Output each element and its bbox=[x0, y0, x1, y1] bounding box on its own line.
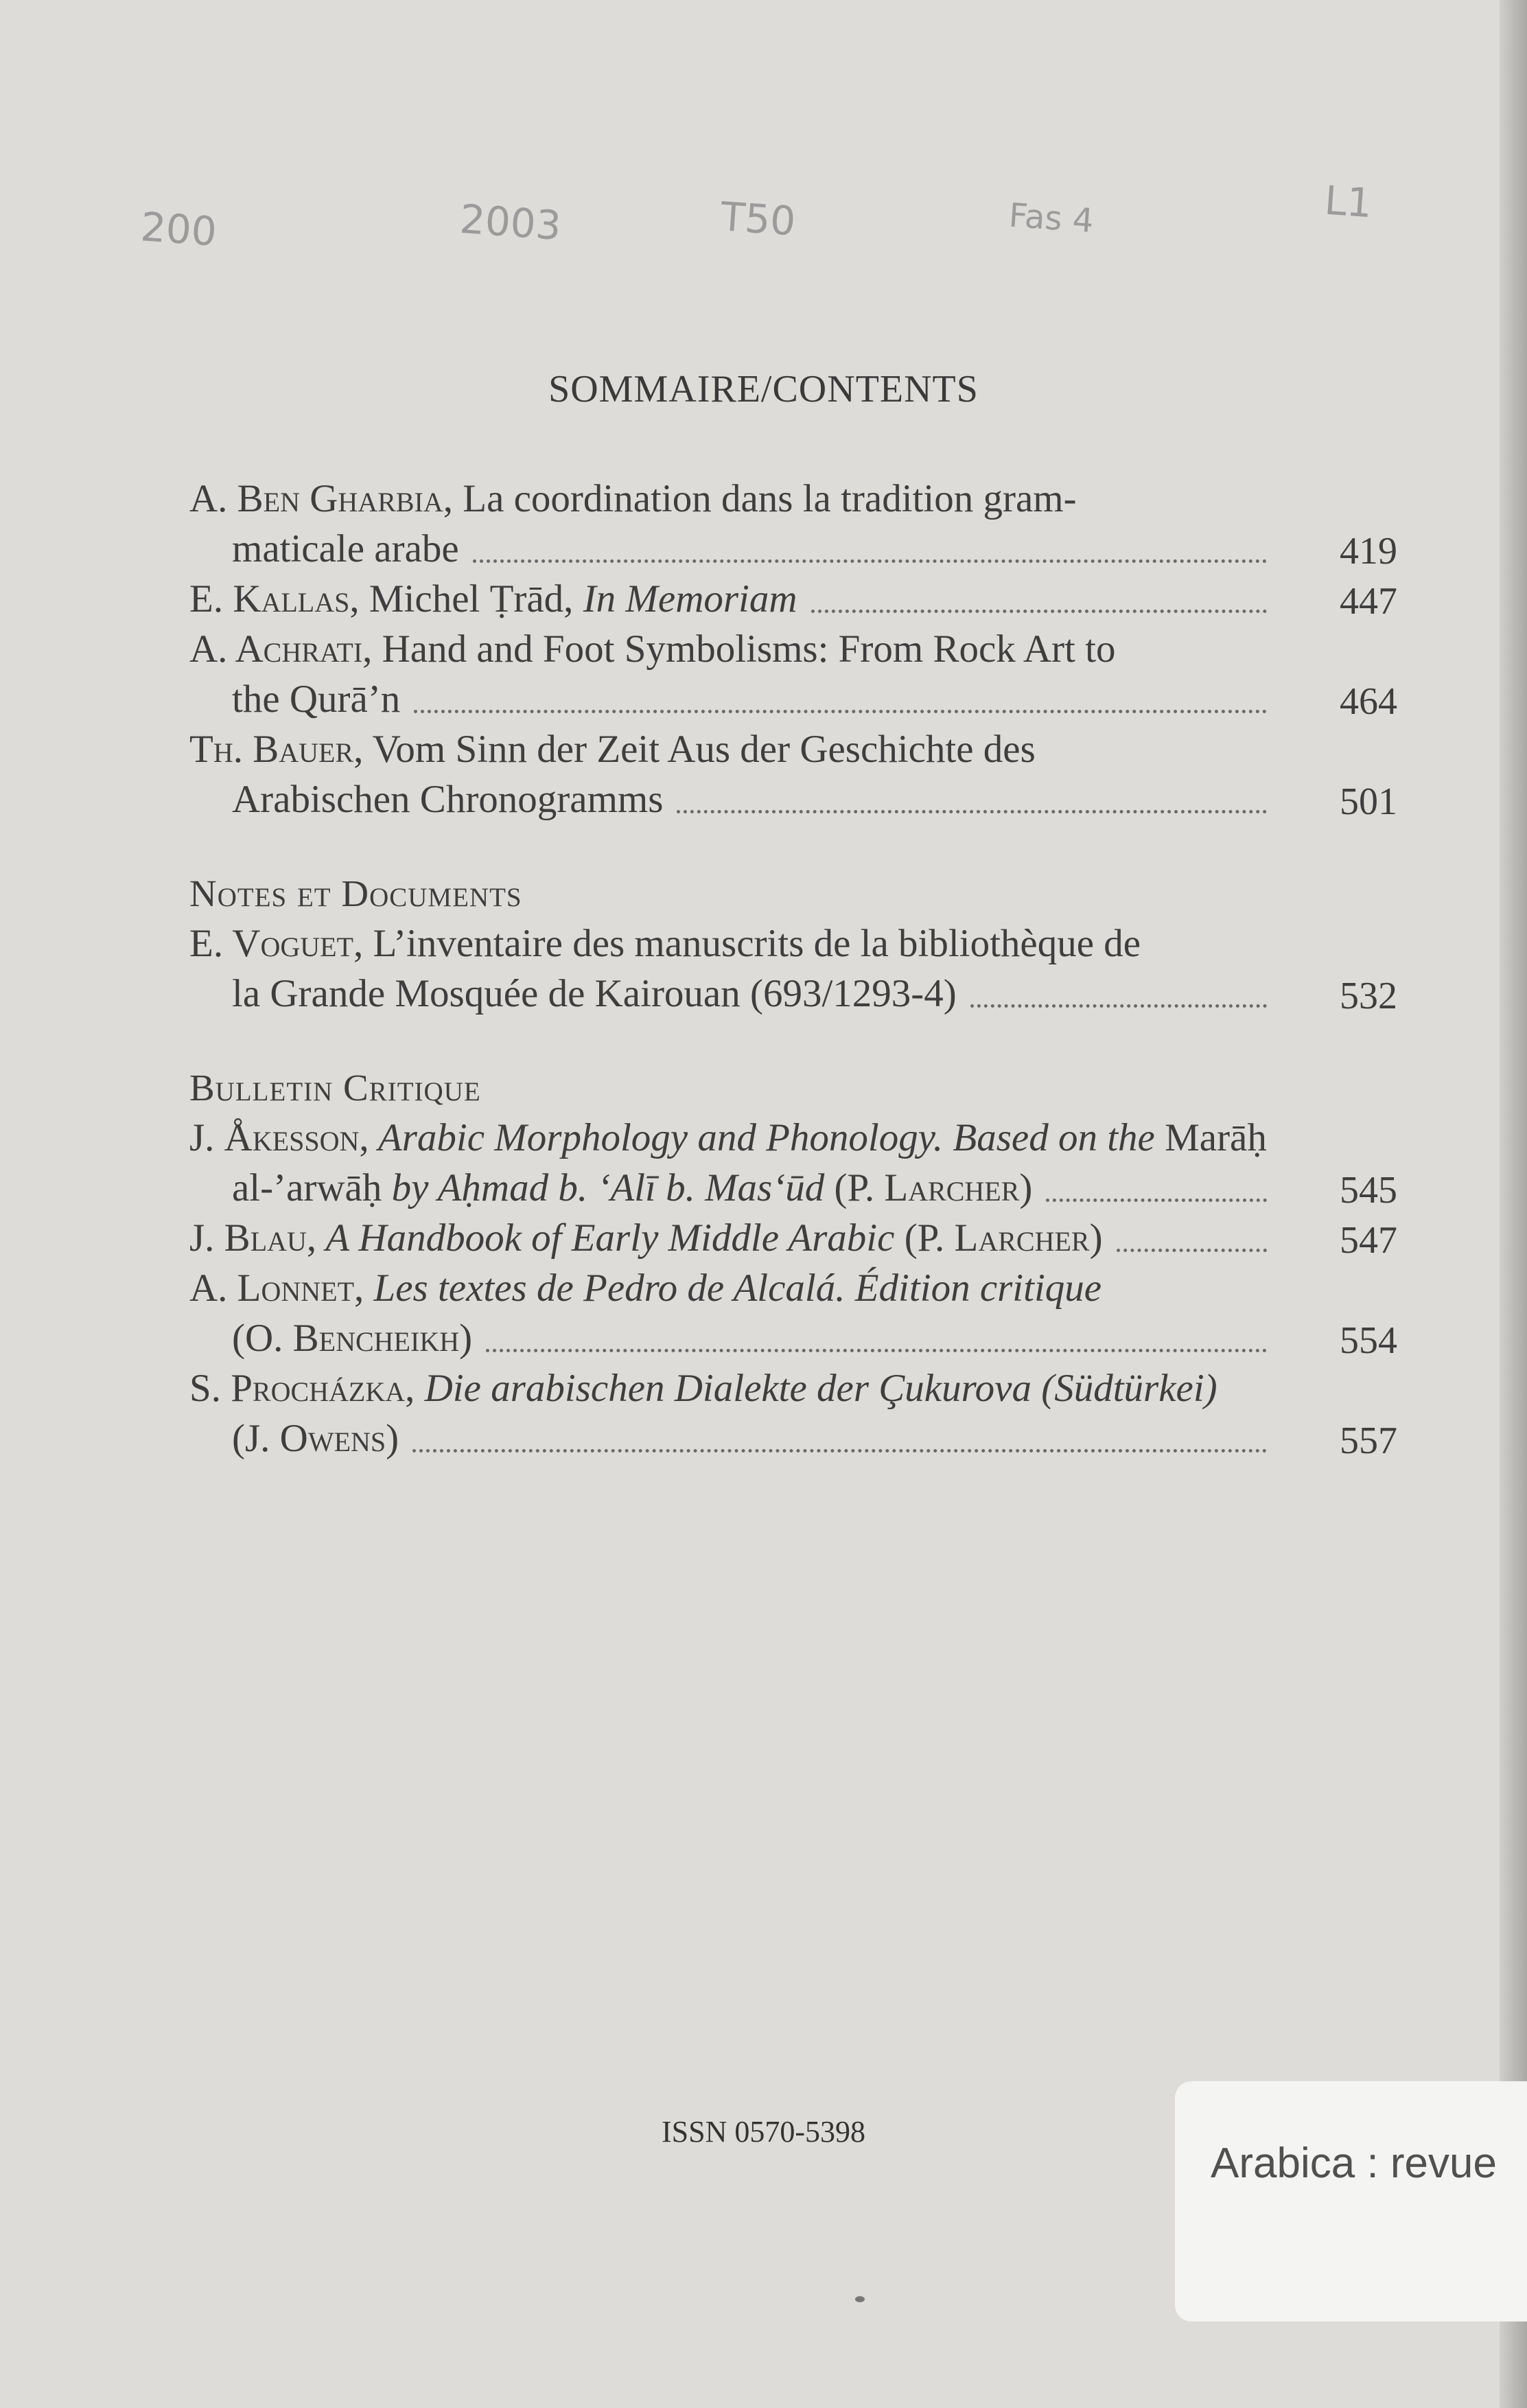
page-edge-shadow bbox=[1500, 0, 1527, 2408]
reviewer: (P. Larcher) bbox=[894, 1216, 1103, 1260]
dot-leader bbox=[412, 1413, 1267, 1452]
dot-leader bbox=[970, 969, 1267, 1008]
entry-author: A. Ben Gharbia, bbox=[189, 477, 454, 520]
entry-author: A. Achrati, bbox=[189, 627, 373, 671]
page-number: 532 bbox=[1340, 975, 1397, 1017]
page-number: 545 bbox=[1340, 1169, 1397, 1212]
entry-title-cont: maticale arabe bbox=[232, 527, 459, 570]
page-number: 554 bbox=[1340, 1319, 1397, 1362]
toc-entry bbox=[189, 1213, 1397, 1263]
table-of-contents bbox=[189, 474, 1397, 1463]
handwritten-note: 2003 bbox=[458, 195, 563, 250]
entry-author: Th. Bauer, bbox=[189, 728, 364, 771]
entry-author: E. Voguet, bbox=[189, 922, 364, 965]
entry-author: A. Lonnet, bbox=[189, 1266, 364, 1310]
entry-author: J. Åkesson, bbox=[189, 1116, 369, 1159]
entry-title-italic: Les textes de Pedro de Alcalá. Édition critique bbox=[364, 1266, 1102, 1310]
page-number: 547 bbox=[1340, 1219, 1397, 1262]
page-number: 464 bbox=[1340, 680, 1397, 723]
entry-title-italic: Die arabischen Dialekte der Çukurova (Südtürkei) bbox=[415, 1367, 1217, 1410]
entry-title: Vom Sinn der Zeit Aus der Geschichte des bbox=[363, 728, 1036, 771]
entry-title-cont: Arabischen Chronogramms bbox=[232, 778, 664, 821]
toc-entry bbox=[189, 1363, 1397, 1463]
entry-title: La coordination dans la tradition gram- bbox=[453, 477, 1077, 520]
toc-entry bbox=[189, 724, 1397, 824]
toc-entry bbox=[189, 474, 1397, 574]
entry-author: S. Procházka, bbox=[189, 1367, 415, 1410]
dot-leader bbox=[677, 774, 1267, 813]
entry-title-cont: al-’arwāḥ bbox=[232, 1166, 392, 1209]
toc-entry bbox=[189, 624, 1397, 724]
ink-speck bbox=[855, 2296, 865, 2302]
dot-leader bbox=[414, 674, 1267, 713]
entry-author: J. Blau, bbox=[189, 1216, 317, 1260]
dot-leader bbox=[473, 524, 1267, 563]
reviewer: (O. Bencheikh) bbox=[232, 1317, 473, 1360]
dot-leader bbox=[1117, 1213, 1267, 1252]
entry-title: Michel Ṭrād, bbox=[359, 577, 583, 621]
entry-title-italic: A Handbook of Early Middle Arabic bbox=[316, 1216, 895, 1260]
section-heading-bulletin: Bulletin Critique bbox=[189, 1067, 481, 1109]
entry-title: Marāḥ bbox=[1154, 1116, 1267, 1159]
entry-author: E. Kallas, bbox=[189, 577, 360, 621]
issn-number: ISSN 0570-5398 bbox=[661, 2115, 866, 2149]
library-sticker-text: Arabica : revue bbox=[1211, 2140, 1497, 2187]
dot-leader bbox=[486, 1313, 1267, 1352]
entry-title-cont: la Grande Mosquée de Kairouan (693/1293-4) bbox=[232, 972, 957, 1015]
dot-leader bbox=[811, 574, 1267, 613]
entry-title: L’inventaire des manuscrits de la bibliothèque de bbox=[363, 922, 1141, 965]
entry-title-italic: In Memoriam bbox=[583, 577, 797, 621]
toc-entry bbox=[189, 574, 1397, 624]
entry-title-italic: by Aḥmad b. ‘Alī b. Mas‘ūd bbox=[391, 1166, 825, 1209]
handwritten-note: Fas 4 bbox=[1007, 196, 1095, 241]
entry-title: Hand and Foot Symbolisms: From Rock Art to bbox=[372, 627, 1116, 671]
handwritten-note: T50 bbox=[719, 193, 797, 245]
entry-title-italic: Arabic Morphology and Phonology. Based on the bbox=[369, 1116, 1155, 1159]
reviewer: (J. Owens) bbox=[232, 1417, 399, 1460]
page-number: 501 bbox=[1340, 780, 1397, 823]
page-number: 419 bbox=[1340, 530, 1397, 572]
toc-entry bbox=[189, 1113, 1397, 1213]
handwritten-note: L1 bbox=[1322, 176, 1374, 227]
reviewer: (P. Larcher) bbox=[824, 1166, 1033, 1209]
library-sticker bbox=[1175, 2081, 1527, 2322]
toc-entry bbox=[189, 1263, 1397, 1363]
section-heading-notes: Notes et Documents bbox=[189, 872, 522, 914]
dot-leader bbox=[1046, 1163, 1267, 1202]
page-number: 557 bbox=[1340, 1420, 1397, 1462]
toc-entry bbox=[189, 918, 1397, 1019]
contents-title: SOMMAIRE/CONTENTS bbox=[548, 368, 979, 410]
entry-title-cont: the Qurā’n bbox=[232, 678, 401, 721]
page-number: 447 bbox=[1340, 580, 1397, 623]
handwritten-note: 200 bbox=[139, 203, 218, 255]
